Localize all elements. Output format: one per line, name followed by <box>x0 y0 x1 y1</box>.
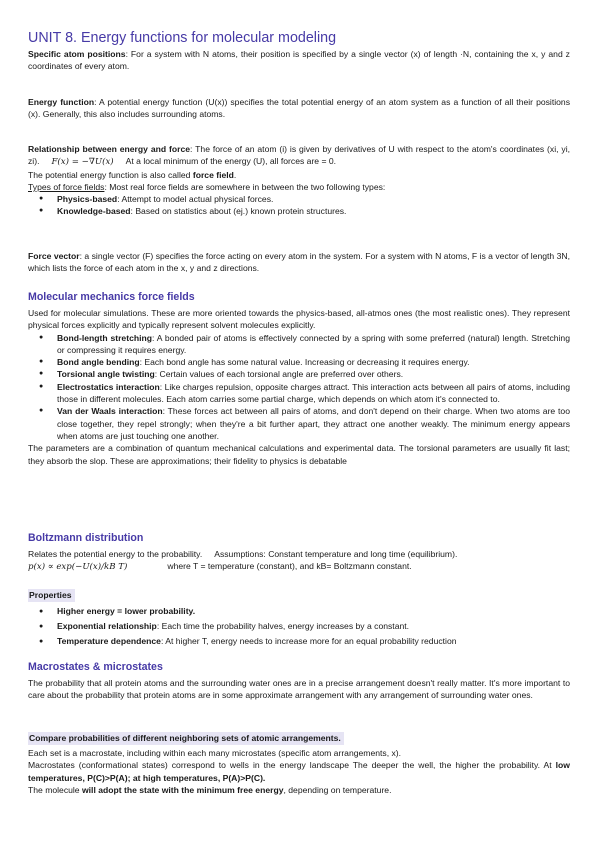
force-field-term: force field <box>192 169 234 180</box>
compare-line-3-prefix: The molecule <box>28 784 82 795</box>
list-item <box>28 634 570 649</box>
list-item <box>28 193 570 205</box>
definition: : a single vector (F) specifies the force acting on every atom in the system. For a system with N atoms, F is a vector of length 3N, which lists the force of each atom in the x, y and z directions. <box>28 251 570 274</box>
list-item <box>28 332 570 357</box>
term: Energy function <box>28 97 95 107</box>
types-label: Types of force fields <box>28 181 105 192</box>
definition: : The force of an atom (i) is given by derivatives of U with respect to the atom's coordinates (xi, yi, zi). <box>28 144 570 167</box>
macro-heading: Macrostates & microstates <box>28 661 163 673</box>
definition: : A potential energy function (U(x)) specifies the total potential energy of an atom system as a function of all their positions (x). Generally, this also includes surrounding atoms. <box>28 97 570 120</box>
term: Exponential relationship <box>57 621 157 631</box>
compare-section <box>28 747 570 796</box>
page-title: UNIT 8. Energy functions for molecular modeling <box>28 30 337 46</box>
boltzmann-heading: Boltzmann distribution <box>28 532 144 544</box>
relationship-paragraph <box>28 143 570 169</box>
definition: : Attempt to model actual physical forces. <box>117 194 274 205</box>
properties-section <box>28 604 570 649</box>
compare-line-3 <box>28 784 570 796</box>
compare-line-3-bold: will adopt the state with the minimum free energy <box>81 784 284 795</box>
list-item <box>28 604 570 619</box>
definition: : Based on statistics about (ej.) known protein structures. <box>130 206 347 217</box>
boltzmann-text: Relates the potential energy to the probability. <box>28 549 203 559</box>
mm-heading: Molecular mechanics force fields <box>28 291 195 303</box>
term: Bond angle bending <box>57 357 140 368</box>
force-vector-paragraph <box>28 250 570 275</box>
compare-line-2-bold: low temperatures, P(C)>P(A); at high temperatures, P(A)>P(C). <box>28 760 570 783</box>
term: Electrostatics interaction <box>57 381 160 392</box>
mm-section <box>28 307 570 467</box>
definition: : Like charges repulsion, opposite charges attract. This interaction acts between all pairs of atoms, including those in different molecules. Each atom carries some partial charge, which depends on which atom it's connected to. <box>57 381 570 405</box>
boltzmann-formula-line <box>28 560 570 573</box>
types-line <box>28 181 570 193</box>
term: Relationship between energy and force <box>28 144 191 154</box>
mm-outro: The parameters are a combination of quantum mechanical calculations and experimental data. The torsional parameters are usually fit last; they absorb the slop. These are approximations; their fidelity to physics is debatable <box>28 443 570 466</box>
list-item <box>28 381 570 406</box>
definition: : For a system with N atoms, their position is specified by a single vector (x) of length ·N, containing the x, y and z coordinates of every atom. <box>28 49 570 72</box>
types-text: : Most real force fields are somewhere in between the two following types: <box>104 181 386 192</box>
energy-function-paragraph <box>28 96 570 121</box>
types-list <box>28 193 570 218</box>
term: Higher energy = lower probability. <box>57 606 196 616</box>
macro-paragraph: The probability that all protein atoms and the surrounding water ones are in a precise arrangement doesn't really matter. It's more important to care about the probability that protein atoms are in some approximate arrangement with any arrangement of surrounding water ones. <box>28 678 570 701</box>
force-field-suffix: . <box>233 169 237 180</box>
list-item <box>28 368 570 380</box>
boltzmann-where: where T = temperature (constant), and kB= Boltzmann constant. <box>167 561 412 572</box>
force-field-prefix: The potential energy function is also called <box>28 169 193 180</box>
list-item <box>28 205 570 217</box>
term: Van der Waals interaction <box>57 406 163 417</box>
properties-list <box>28 604 570 649</box>
list-item <box>28 405 570 442</box>
compare-line-2 <box>28 759 570 784</box>
definition: : A bonded pair of atoms is effectively connected by a spring with some preferred (natural) length. Stretching or compressing it requires energy. <box>57 332 570 355</box>
compare-line-1: Each set is a macrostate, including within each many microstates (specific atom arrangements, x). <box>28 748 402 758</box>
force-formula: F(x) = −∇U(x) <box>51 157 114 168</box>
mm-intro: Used for molecular simulations. These are more oriented towards the physics-based, all-atmos ones (the most realistic ones). They represent physical forces explicitly and typically represent solvent molecules explicitly. <box>28 308 570 331</box>
term: Temperature dependence <box>57 636 161 646</box>
force-field-line <box>28 169 570 181</box>
term: Torsional angle twisting <box>57 369 155 380</box>
term: Physics-based <box>57 194 118 205</box>
definition: : Each time the probability halves, energy increases by a constant. <box>156 621 410 631</box>
term: Knowledge-based <box>57 206 131 217</box>
specific-positions-paragraph <box>28 48 570 73</box>
term: Specific atom positions <box>28 49 126 59</box>
term: Force vector <box>28 251 80 261</box>
compare-line-2-text: Macrostates (conformational states) correspond to wells in the energy landscape The deeper the well, the higher the probability. At <box>28 760 556 771</box>
mm-list <box>28 332 570 443</box>
list-item <box>28 619 570 634</box>
boltzmann-assumptions: Assumptions: Constant temperature and long time (equilibrium). <box>214 549 458 559</box>
term: Bond-length stretching <box>57 332 152 343</box>
list-item <box>28 356 570 368</box>
boltzmann-section <box>28 548 570 574</box>
definition: : These forces act between all pairs of atoms, and don't depend on their charge. When two atoms are too close together, they repel strongly; when they're a bit further apart, they attract one another weakly. The minimum energy appears when atoms are just touching one another. <box>57 406 570 441</box>
boltzmann-line <box>28 548 570 560</box>
properties-heading: Properties <box>28 589 75 602</box>
compare-heading: Compare probabilities of different neighboring sets of atomic arrangements. <box>28 732 344 745</box>
minimum-note: At a local minimum of the energy (U), all forces are = 0. <box>125 156 337 167</box>
definition: : Each bond angle has some natural value. Increasing or decreasing it requires energy. <box>139 357 470 368</box>
relationship-section <box>28 143 570 218</box>
boltzmann-formula: p(x) ∝ exp(−U(x)/kB T) <box>28 562 128 573</box>
definition: : Certain values of each torsional angle are preferred over others. <box>154 369 404 380</box>
definition: : At higher T, energy needs to increase more for an equal probability reduction <box>160 636 457 646</box>
compare-line-3-suffix: , depending on temperature. <box>283 784 392 795</box>
